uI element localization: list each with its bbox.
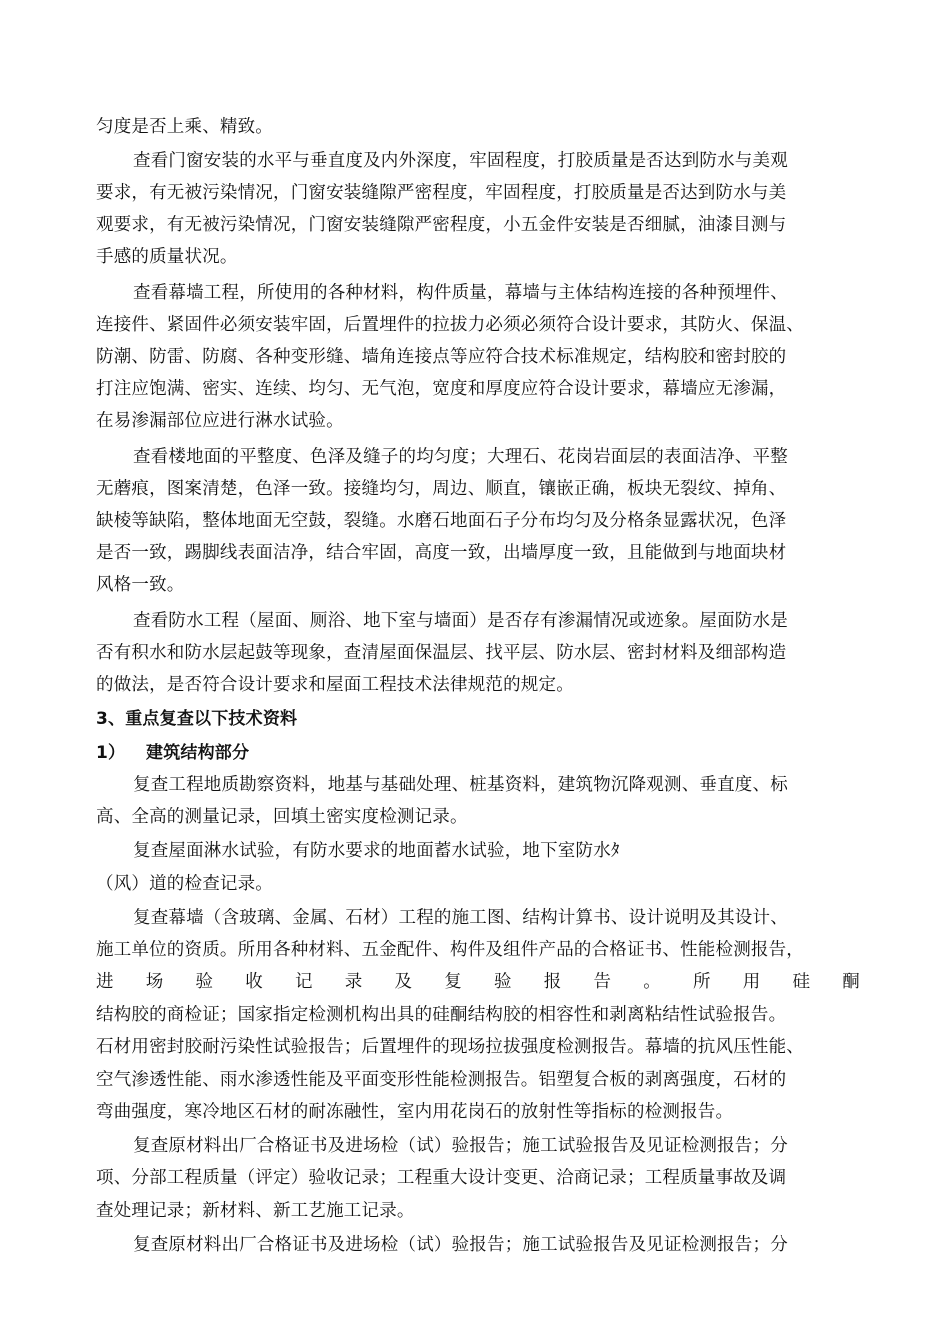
paragraph-line: 风格一致。 [96,575,185,595]
section-heading: 3、重点复查以下技术资料 [96,709,298,729]
paragraph-line: 复查屋面淋水试验，有防水要求的地面蓄水试验，地下室防水ﾀ [133,841,620,861]
paragraph-line: 空气渗透性能、雨水渗透性能及平面变形性能检测报告。铝塑复合板的剥离强度，石材的 [96,1070,787,1090]
justified-char: 。 [643,972,661,992]
paragraph-line: 无蘑痕，图案清楚，色泽一致。接缝均匀，周边、顺直，镶嵌正确，板块无裂纹、掉角、 [96,479,787,499]
justified-char: 记 [295,972,313,992]
paragraph-line: 查处理记录；新材料、新工艺施工记录。 [96,1201,415,1221]
paragraph-line: 复查原材料出厂合格证书及进场检（试）验报告；施工试验报告及见证检测报告；分 [133,1235,788,1255]
justified-char: 所 [693,972,711,992]
paragraph-line: 手感的质量状况。 [96,247,238,267]
paragraph-line: 在易渗漏部位应进行淋水试验。 [96,411,344,431]
justified-char: 验 [195,972,214,992]
justified-char: 录 [344,972,363,992]
justified-char: 告 [593,972,612,992]
justified-char: 复 [444,972,462,992]
justified-char: 报 [543,972,562,992]
justified-char: 验 [494,972,512,992]
paragraph-line: 施工单位的资质。所用各种材料、五金配件、构件及组件产品的合格证书、性能检测报告， [96,940,804,960]
justified-char: 酮 [842,972,860,992]
paragraph-line: （风）道的检查记录。 [96,874,273,894]
paragraph-line: 项、分部工程质量（评定）验收记录；工程重大设计变更、洽商记录；工程质量事故及调 [96,1168,787,1188]
justified-line [96,970,860,994]
justified-char: 收 [245,972,263,992]
paragraph-line: 的做法，是否符合设计要求和屋面工程技术法律规范的规定。 [96,675,574,695]
paragraph-line: 复查原材料出厂合格证书及进场检（试）验报告；施工试验报告及见证检测报告；分 [133,1136,788,1156]
paragraph-line: 复查幕墙（含玻璃、金属、石材）工程的施工图、结构计算书、设计说明及其设计、 [133,908,788,928]
paragraph-line: 查看幕墙工程，所使用的各种材料，构件质量，幕墙与主体结构连接的各种预埋件、 [133,283,788,303]
justified-char: 及 [394,972,413,992]
paragraph-line: 观要求，有无被污染情况，门窗安装缝隙严密程度，小五金件安装是否细腻，油漆目测与 [96,215,787,235]
paragraph-line: 要求，有无被污染情况，门窗安装缝隙严密程度，牢固程度，打胶质量是否达到防水与美 [96,183,787,203]
paragraph-line: 石材用密封胶耐污染性试验报告；后置埋件的现场拉拔强度检测报告。幕墙的抗风压性能、 [96,1037,804,1057]
paragraph-line: 缺棱等缺陷，整体地面无空鼓，裂缝。水磨石地面石子分布均匀及分格条显露状况，色泽 [96,511,787,531]
justified-char: 场 [145,972,164,992]
paragraph-line: 是否一致，踢脚线表面洁净，结合牢固，高度一致，出墙厚度一致，且能做到与地面块材 [96,543,787,563]
paragraph-line: 防潮、防雷、防腐、各种变形缝、墙角连接点等应符合技术标准规定，结构胶和密封胶的 [96,347,787,367]
paragraph-line: 匀度是否上乘、精致。 [96,117,273,137]
paragraph-line: 结构胶的商检证；国家指定检测机构出具的硅酮结构胶的相容性和剥离粘结性试验报告。 [96,1005,787,1025]
paragraph-line: 查看门窗安装的水平与垂直度及内外深度，牢固程度，打胶质量是否达到防水与美观 [133,151,788,171]
paragraph-line: 弯曲强度，寒冷地区石材的耐冻融性，室内用花岗石的放射性等指标的检测报告。 [96,1102,734,1122]
subsection-number: 1） [96,743,126,763]
paragraph-line: 复查工程地质勘察资料，地基与基础处理、桩基资料，建筑物沉降观测、垂直度、标 [133,775,788,795]
paragraph-line: 高、全高的测量记录，回填土密实度检测记录。 [96,807,468,827]
justified-char: 用 [742,972,761,992]
subsection-title: 建筑结构部分 [146,743,250,763]
subsection-heading [96,741,860,765]
paragraph-line: 否有积水和防水层起鼓等现象，查清屋面保温层、找平层、防水层、密封材料及细部构造 [96,643,787,663]
paragraph-line: 打注应饱满、密实、连续、均匀、无气泡，宽度和厚度应符合设计要求，幕墙应无渗漏， [96,379,787,399]
justified-char: 硅 [792,972,811,992]
paragraph-line: 查看防水工程（屋面、厕浴、地下室与墙面）是否存有渗漏情况或迹象。屋面防水是 [133,611,788,631]
paragraph-line: 查看楼地面的平整度、色泽及缝子的均匀度；大理石、花岗岩面层的表面洁净、平整 [133,447,788,467]
paragraph-line: 连接件、紧固件必须安装牢固，后置埋件的拉拔力必须必须符合设计要求，其防火、保温、 [96,315,804,335]
justified-char: 进 [96,972,114,992]
